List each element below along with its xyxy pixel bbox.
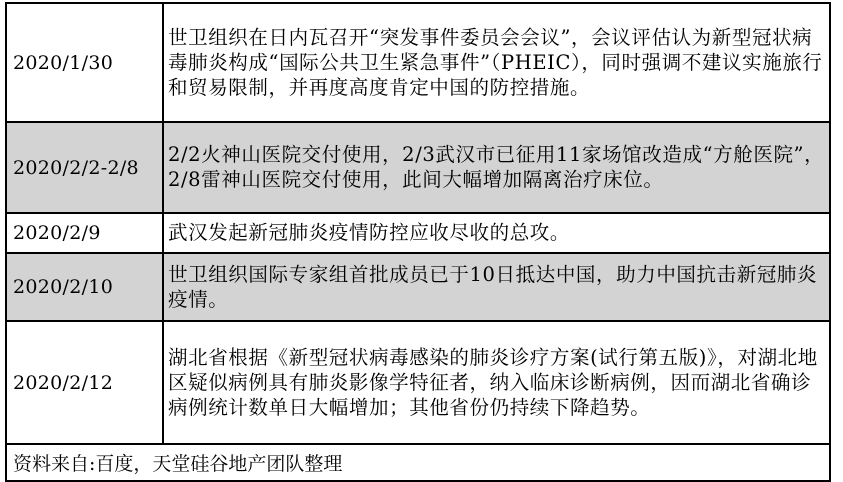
table-row xyxy=(6,213,830,253)
event-cell: 世卫组织在日内瓦召开“突发事件委员会会议”，会议评估认为新型冠状病毒肺炎构成“国际公共卫生紧急事件”（PHEIC），同时强调不建议实施旅行和贸易限制，并再度高度肯定中国的防控措施。 xyxy=(163,3,830,122)
table-row xyxy=(6,321,830,444)
table-row xyxy=(6,3,830,122)
date-cell: 2020/1/30 xyxy=(6,3,163,122)
table-row xyxy=(6,122,830,213)
event-cell: 武汉发起新冠肺炎疫情防控应收尽收的总攻。 xyxy=(163,213,830,253)
table-row xyxy=(6,253,830,321)
timeline-table xyxy=(5,2,831,482)
date-cell: 2020/2/9 xyxy=(6,213,163,253)
date-cell: 2020/2/10 xyxy=(6,253,163,321)
date-cell: 2020/2/12 xyxy=(6,321,163,444)
event-cell: 世卫组织国际专家组首批成员已于10日抵达中国，助力中国抗击新冠肺炎疫情。 xyxy=(163,253,830,321)
event-cell: 湖北省根据《新型冠状病毒感染的肺炎诊疗方案(试行第五版)》，对湖北地区疑似病例具有肺炎影像学特征者，纳入临床诊断病例，因而湖北省确诊病例统计数单日大幅增加；其他省份仍持续下降趋势。 xyxy=(163,321,830,444)
event-cell: 2/2火神山医院交付使用，2/3武汉市已征用11家场馆改造成“方舱医院”，2/8雷神山医院交付使用，此间大幅增加隔离治疗床位。 xyxy=(163,122,830,213)
source-row xyxy=(6,444,830,481)
date-cell: 2020/2/2-2/8 xyxy=(6,122,163,213)
source-note: 资料来自:百度，天堂硅谷地产团队整理 xyxy=(6,444,830,481)
